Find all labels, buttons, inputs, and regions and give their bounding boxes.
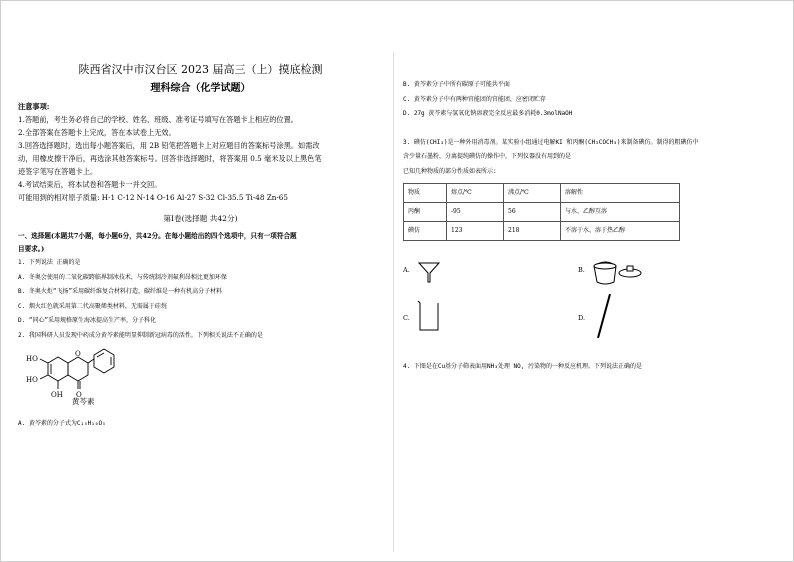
option-a-label: A. bbox=[403, 266, 410, 274]
question-2-stem: 2. 我国科研人员发现中药成分黄芩素能明显抑制新冠病毒的活性。下列相关说法不正确的是 bbox=[18, 331, 263, 339]
question-3-line: 3. 碘仿(CHI₃)是一种外用消毒剂。某实验小组通过电解KI 和丙酮(CH₃COCH₃)来制备碘仿。制得的粗碘仿中 bbox=[403, 138, 699, 146]
left-column bbox=[18, 62, 383, 432]
question-2-option-c: C. 黄芩素分子中有两种官能团的官能团，应密闭贮存 bbox=[403, 95, 546, 103]
atomic-mass-line: 可能用到的相对原子质量: H-1 C-12 N-14 O-16 Al-27 S-32 Cl-35.5 Ti-48 Zn-65 bbox=[18, 193, 288, 202]
table-row bbox=[404, 203, 680, 222]
structure-name: 黄芩素 bbox=[72, 397, 95, 406]
ring-oxygen-label: O bbox=[75, 350, 81, 358]
table-header-cell: 溶解性 bbox=[561, 184, 680, 203]
table-cell: 碘仿 bbox=[404, 222, 447, 241]
funnel-icon bbox=[417, 260, 441, 284]
note-line: 动，用橡皮擦干净后，再选涂其他答案标号。回答非选择题时，将答案用 0.5 毫米及以上黑色笔 bbox=[18, 154, 322, 163]
beaker-icon bbox=[415, 298, 443, 334]
ketone-oxygen-label: O bbox=[76, 391, 82, 399]
option-b-label: B. bbox=[578, 266, 585, 274]
table-header-cell: 沸点/℃ bbox=[504, 184, 561, 203]
section-title: 第Ⅰ卷(选择题 共42分) bbox=[163, 214, 238, 223]
table-cell: 与水、乙醇互溶 bbox=[561, 203, 680, 222]
question-1-stem: 1. 下列说法 正确的是 bbox=[18, 259, 81, 266]
question-2-option-b: B. 黄芩素分子中所有碳原子可能共平面 bbox=[403, 81, 510, 88]
table-cell: 56 bbox=[504, 203, 561, 222]
table-header-cell: 物质 bbox=[404, 184, 447, 203]
right-column bbox=[403, 78, 778, 241]
note-line: 迹签字笔写在答题卡上。 bbox=[18, 167, 98, 176]
question-1-option-b: B. 冬奥火炬“飞扬”采用碳纤维复合材料打造，碳纤维是一种有机高分子材料 bbox=[18, 288, 223, 295]
oh-label-bottom: OH bbox=[51, 391, 63, 399]
section-intro: 目要求。) bbox=[18, 245, 45, 253]
table-cell: 123 bbox=[447, 222, 504, 241]
table-cell: 不溶于水，溶于热乙醇 bbox=[561, 222, 680, 241]
question-3-line: 含少量石墨粉，分离提纯碘仿的操作中，下列仪器没有用到的是 bbox=[403, 153, 572, 160]
note-line: 2.全部答案在答题卡上完成，答在本试卷上无效。 bbox=[18, 128, 176, 137]
option-d-label: D. bbox=[578, 314, 586, 322]
table-cell: 丙酮 bbox=[404, 203, 447, 222]
question-4-stem: 4. 下图是在Cu基分子筛表面用NH₃处理 NO, 污染物的一种反应机理。下列说法正确的是 bbox=[403, 363, 642, 370]
question-2-option-a: A. 黄芩素的分子式为C₁₅H₁₀O₅ bbox=[18, 420, 106, 427]
table-cell: 218 bbox=[504, 222, 561, 241]
table-cell: -95 bbox=[447, 203, 504, 222]
table-row bbox=[404, 222, 680, 241]
exam-title: 陕西省汉中市汉台区 2023 届高三（上）摸底检测 bbox=[78, 63, 323, 76]
properties-table bbox=[403, 183, 680, 241]
notes-heading: 注意事项: bbox=[18, 102, 50, 111]
ho-label-top: HO bbox=[26, 355, 38, 363]
question-2-option-d: D. 27g 黄芩素与氢氧化钠溶液完全反应最多消耗0.3molNaOH bbox=[403, 110, 573, 117]
note-line: 3.回答选择题时，选出每小题答案后，用 2B 铅笔把答题卡上对应题目的答案标号涂黑。如需改 bbox=[18, 141, 320, 150]
table-header-cell: 熔点/℃ bbox=[447, 184, 504, 203]
note-line: 1.答题前，考生务必将自己的学校、姓名、班级、准考证号填写在答题卡上相应的位置。 bbox=[18, 115, 298, 124]
glass-rod-icon bbox=[592, 292, 616, 342]
crucible-icon bbox=[592, 256, 644, 286]
option-c-label: C. bbox=[403, 314, 410, 322]
question-1-option-a: A. 冬奥会使用的二氧化碳跨临界制冰技术，与传统制冷剂氟利昂相比更加环保 bbox=[18, 273, 227, 281]
note-line: 4.考试结束后，将本试卷和答题卡一并交回。 bbox=[18, 180, 162, 189]
question-3-line: 已知几种物质的部分性质如表所示: bbox=[403, 167, 497, 175]
exam-subtitle: 理科综合（化学试题） bbox=[150, 83, 251, 94]
column-divider bbox=[393, 52, 394, 552]
section-intro: 一、选择题(本题共7小题，每小题6分，共42分。在每小题给出的四个选项中，只有一项符合题 bbox=[18, 232, 297, 240]
question-1-option-d: D. “同心”采用规格原生海冰提高生产率，分子科化 bbox=[18, 317, 157, 324]
question-1-option-c: C. 烟火红色就采用第二代高聚烯类材料，无需属于硅烷 bbox=[18, 302, 167, 310]
table-header-row bbox=[404, 184, 680, 203]
ho-label-mid: HO bbox=[26, 376, 38, 384]
